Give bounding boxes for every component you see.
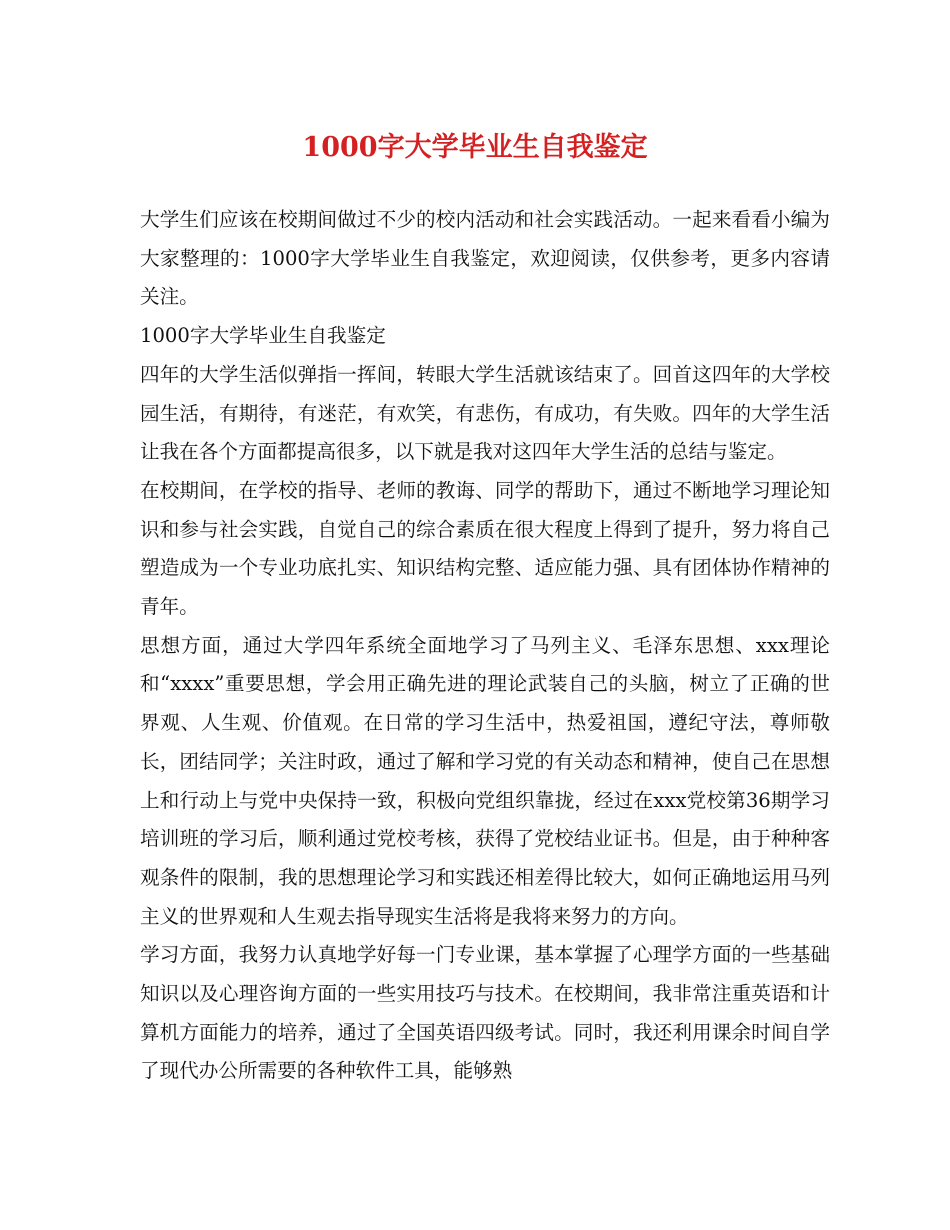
body-paragraph: 思想方面，通过大学四年系统全面地学习了马列主义、毛泽东思想、xxx理论和“xxxx”重要思想，学会用正确先进的理论武装自己的头脑，树立了正确的世界观、人生观、价值观。在日常的学习生活中，热爱祖国，遵纪守法，尊师敬长，团结同学；关注时政，通过了解和学习党的有关动态和精神，使自己在思想上和行动上与党中央保持一致，积极向党组织靠拢，经过在xxx党校第36期学习培训班的学习后，顺利通过党校考核，获得了党校结业证书。但是，由于种种客观条件的限制，我的思想理论学习和实践还相差得比较大，如何正确地运用马列主义的世界观和人生观去指导现实生活将是我将来努力的方向。 — [140, 633, 830, 928]
body-paragraph: 学习方面，我努力认真地学好每一门专业课，基本掌握了心理学方面的一些基础知识以及心理咨询方面的一些实用技巧与技术。在校期间，我非常注重英语和计算机方面能力的培养，通过了全国英语四级考试。同时，我还利用课余时间自学了现代办公所需要的各种软件工具，能够熟 — [140, 943, 830, 1083]
body-paragraph: 在校期间，在学校的指导、老师的教诲、同学的帮助下，通过不断地学习理论知识和参与社会实践，自觉自己的综合素质在很大程度上得到了提升，努力将自己塑造成为一个专业功底扎实、知识结构完整、适应能力强、具有团体协作精神的青年。 — [140, 478, 830, 619]
intro-paragraph: 大学生们应该在校期间做过不少的校内活动和社会实践活动。一起来看看小编为大家整理的：1000字大学毕业生自我鉴定，欢迎阅读，仅供参考，更多内容请关注。 — [140, 208, 830, 309]
section-heading: 1000字大学毕业生自我鉴定 — [140, 324, 386, 348]
document-title: 1000字大学毕业生自我鉴定 — [302, 132, 648, 163]
document-body — [140, 201, 830, 1091]
body-paragraph: 四年的大学生活似弹指一挥间，转眼大学生活就该结束了。回首这四年的大学校园生活，有期待，有迷茫，有欢笑，有悲伤，有成功，有失败。四年的大学生活让我在各个方面都提高很多，以下就是我对这四年大学生活的总结与鉴定。 — [140, 362, 830, 464]
